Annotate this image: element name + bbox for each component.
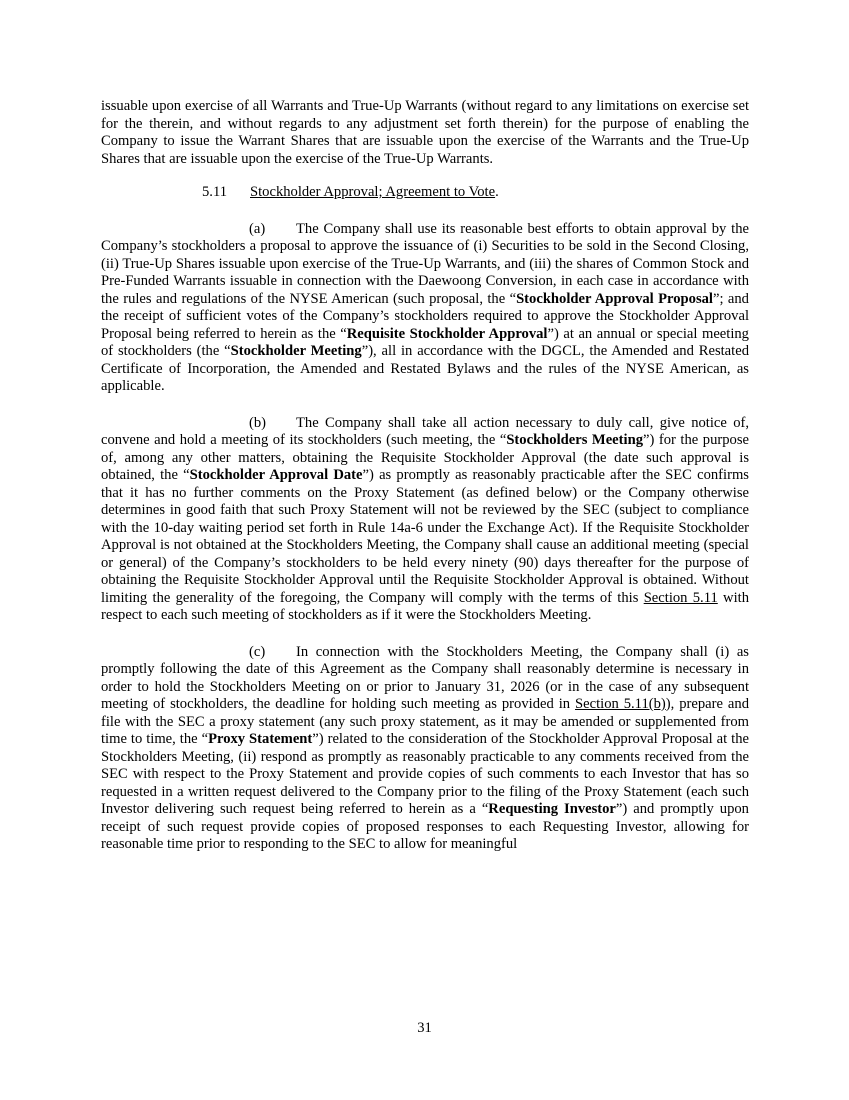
section-title-period: .: [495, 184, 499, 200]
paragraph-a-text: ”), all in accordance with the DGCL, the Amended and Restated Certificate of Incorporation, the Amended and Restated Bylaws and the rules of the NYSE American, as applicable.: [101, 343, 749, 394]
paragraph-c: [101, 644, 749, 854]
paragraph-c-text: ”) and promptly upon receipt of such request provide copies of proposed responses to each Requesting Investor, allowing for reasonable time prior to responding to the SEC to allow for meaningful: [101, 801, 749, 852]
section-title: Stockholder Approval; Agreement to Vote: [250, 184, 496, 200]
section-number: 5.11: [202, 184, 227, 200]
section-heading: [101, 184, 749, 202]
paragraph-c-text: In connection with the Stockholders Meeting, the Company shall (i) as promptly following the date of this Agreement as the Company shall reasonably determine is necessary in order to hold the Stockholders Meeting on or prior to January 31, 2026 (or in the case of any subsequent meeting of stockholders, the deadline for holding such meeting as provided in: [101, 643, 749, 712]
paragraph-a-label: (a): [249, 220, 266, 237]
section-reference-link[interactable]: Section 5.11(b): [575, 696, 666, 712]
paragraph-b-text: ”) for the purpose of, among any other matters, obtaining the Requisite Stockholder Approval (the date such approval is obtained, the “: [101, 432, 749, 483]
defined-term: Stockholder Approval Proposal: [516, 290, 713, 307]
defined-term: Stockholder Meeting: [230, 343, 362, 359]
paragraph-b: [101, 415, 749, 625]
paragraph-c-text: ”) related to the consideration of the Stockholder Approval Proposal at the Stockholders Meeting, (ii) respond as promptly as reasonably practicable to any comments received from the SEC with respect to the Proxy Statement and provide copies of such comments to each Investor that has so requested in a written request delivered to the Company prior to the filing of the Proxy Statement (each such Investor delivering such request being referred to herein as a “: [101, 731, 750, 817]
defined-term: Requesting Investor: [488, 801, 616, 817]
paragraph-c-label: (c): [249, 643, 266, 660]
page-content: [101, 98, 749, 854]
defined-term: Stockholders Meeting: [506, 432, 643, 448]
intro-paragraph: issuable upon exercise of all Warrants and True-Up Warrants (without regard to any limitations on exercise set for the therein, and without regards to any adjustment set forth therein) for the purpose of enabling the Company to issue the Warrant Shares that are issuable upon the exercise of the Warrants and the True-Up Shares that are issuable upon the exercise of the True-Up Warrants.: [101, 98, 749, 167]
defined-term: Stockholder Approval Date: [189, 467, 363, 483]
paragraph-b-text: with respect to each such meeting of stockholders as if it were the Stockholders Meeting.: [101, 589, 750, 623]
paragraph-a: [101, 221, 749, 396]
defined-term: Requisite Stockholder Approval: [346, 325, 548, 342]
paragraph-a-text: ”; and the receipt of sufficient votes of the Company’s stockholders required to approve the Stockholder Approval Proposal being referred to herein as the “: [101, 290, 749, 342]
paragraph-c-text: ), prepare and file with the SEC a proxy statement (any such proxy statement, as it may be amended or supplemented from time to time, the “: [101, 696, 749, 747]
paragraph-a-text: The Company shall use its reasonable best efforts to obtain approval by the Company’s stockholders a proposal to approve the issuance of (i) Securities to be sold in the Second Closing, (ii) True-Up Shares issuable upon exercise of the True-Up Warrants, and (iii) the shares of Common Stock and Pre-Funded Warrants issuable in connection with the Daewoong Conversion, in each case in accordance with the rules and regulations of the NYSE American (such proposal, the “: [101, 220, 749, 307]
paragraph-b-text: The Company shall take all action necessary to duly call, give notice of, convene and hold a meeting of its stockholders (such meeting, the “: [101, 414, 749, 448]
paragraph-a-text: ”) at an annual or special meeting of stockholders (the “: [101, 325, 749, 359]
section-reference-link[interactable]: Section 5.11: [643, 589, 718, 606]
defined-term: Proxy Statement: [208, 731, 313, 747]
paragraph-b-label: (b): [249, 414, 267, 431]
page-number: 31: [417, 1020, 432, 1036]
paragraph-b-text: ”) as promptly as reasonably practicable after the SEC confirms that it has no further comments on the Proxy Statement (as defined below) or the Company otherwise determines in good faith that such Proxy Statement will not be reviewed by the SEC (subject to compliance with the 10-day waiting period set forth in Rule 14a-6 under the Exchange Act). If the Requisite Stockholder Approval is not obtained at the Stockholders Meeting, the Company shall cause an additional meeting (special or general) of the Company’s stockholders to be held every ninety (90) days thereafter for the purpose of obtaining the Requisite Stockholder Approval until the Requisite Stockholder Approval is obtained. Without limiting the generality of the foregoing, the Company will comply with the terms of this: [101, 467, 749, 606]
